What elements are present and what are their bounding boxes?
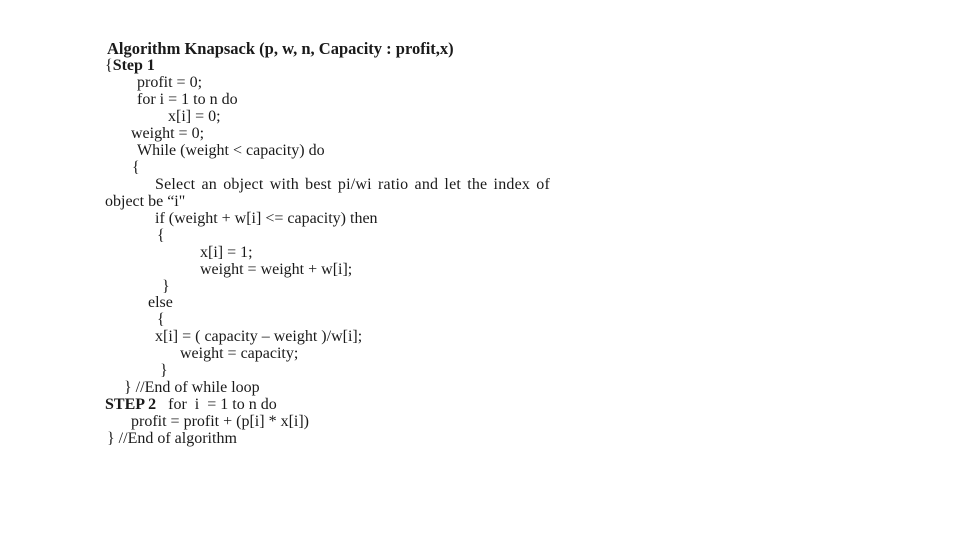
step2-heading xyxy=(105,396,277,413)
code-line-end-algorithm: } //End of algorithm xyxy=(107,430,237,447)
code-line-x-init: x[i] = 0; xyxy=(168,108,221,125)
step1-heading xyxy=(105,57,155,74)
code-line-if-close-brace: } xyxy=(162,278,170,295)
code-line-x-set-one: x[i] = 1; xyxy=(200,244,253,261)
code-line-profit-update: profit = profit + (p[i] * x[i]) xyxy=(131,413,309,430)
code-line-else: else xyxy=(148,294,173,311)
code-line-while-loop: While (weight < capacity) do xyxy=(137,142,325,159)
code-line-select-object-cont: object be “i" xyxy=(105,193,186,210)
code-line-end-while: } //End of while loop xyxy=(124,379,260,396)
code-line-profit-init: profit = 0; xyxy=(137,74,203,91)
code-line-if-open-brace: { xyxy=(157,227,165,244)
code-line-if-condition: if (weight + w[i] <= capacity) then xyxy=(155,210,378,227)
step1-open-brace: { xyxy=(105,57,113,74)
code-line-select-object: Select an object with best pi/wi ratio and let the index of xyxy=(155,176,551,193)
algorithm-title: Algorithm Knapsack (p, w, n, Capacity : profit,x) xyxy=(107,39,454,58)
code-line-while-open-brace: { xyxy=(132,159,140,176)
code-line-weight-add: weight = weight + w[i]; xyxy=(200,261,353,278)
code-line-else-close-brace: } xyxy=(160,362,168,379)
code-line-for-loop: for i = 1 to n do xyxy=(137,91,238,108)
step2-for-loop: for i = 1 to n do xyxy=(168,396,277,413)
step1-label: Step 1 xyxy=(112,57,155,74)
code-line-x-fraction: x[i] = ( capacity – weight )/w[i]; xyxy=(155,328,363,345)
step2-label: STEP 2 xyxy=(105,396,157,413)
code-line-weight-init: weight = 0; xyxy=(131,125,205,142)
code-line-else-open-brace: { xyxy=(157,311,165,328)
code-line-weight-capacity: weight = capacity; xyxy=(180,345,299,362)
